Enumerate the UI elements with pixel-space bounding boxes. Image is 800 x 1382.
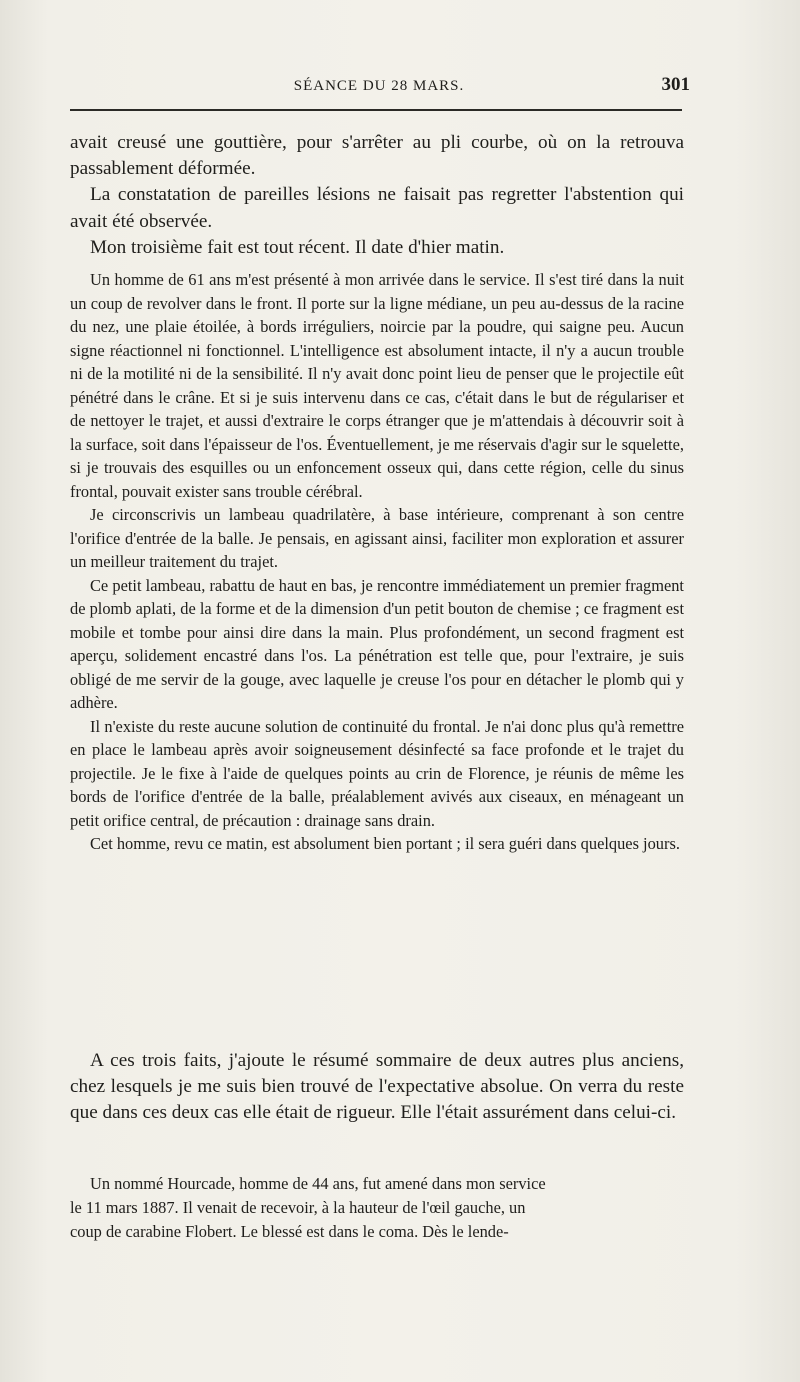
paragraph: Je circonscrivis un lambeau quadrilatère, à base intérieure, comprenant à son centre l'orifice d'entrée de la balle. Je pensais, en agissant ainsi, faciliter mon exploration et assurer un meilleur traitement du trajet. bbox=[70, 505, 684, 571]
paragraph: Cet homme, revu ce matin, est absolument bien portant ; il sera guéri dans quelques jours. bbox=[90, 834, 680, 853]
running-title: SÉANCE DU 28 MARS. bbox=[293, 78, 465, 94]
text-block-large-2 bbox=[70, 1048, 684, 1127]
running-head bbox=[68, 74, 690, 102]
paragraph: avait creusé une gouttière, pour s'arrêter au pli courbe, où on la retrouva passablement déformée. bbox=[70, 132, 684, 180]
paragraph: Ce petit lambeau, rabattu de haut en bas, je rencontre immédiatement un premier fragment de plomb aplati, de la forme et de la dimension d'un petit bouton de chemise ; ce fragment est mobile et tombe pour ainsi dire dans la main. Plus profondément, un second fragment est aperçu, solidement encastré dans l'os. La pénétration est telle que, pour l'extraire, je suis obligé de me servir de la gouge, avec laquelle je creuse l'os pour en détacher le plomb qui y adhère. bbox=[70, 575, 684, 712]
paragraph: La constatation de pareilles lésions ne faisait pas regretter l'abstention qui avait été observée. bbox=[70, 184, 684, 232]
paragraph: A ces trois faits, j'ajoute le résumé sommaire de deux autres plus anciens, chez lesquels je me suis bien trouvé de l'expectative absolue. On verra du reste que dans ces deux cas elle était de rigueur. Elle l'était assurément dans celui-ci. bbox=[70, 1050, 684, 1124]
paragraph-line: Un nommé Hourcade, homme de 44 ans, fut amené dans mon service bbox=[90, 1174, 546, 1193]
page-number: 301 bbox=[661, 74, 690, 95]
paragraph-line: coup de carabine Flobert. Le blessé est dans le coma. Dès le lende- bbox=[70, 1222, 509, 1241]
paragraph-line: le 11 mars 1887. Il venait de recevoir, à la hauteur de l'œil gauche, un bbox=[70, 1198, 526, 1217]
paragraph: Un homme de 61 ans m'est présenté à mon arrivée dans le service. Il s'est tiré dans la nuit un coup de revolver dans le front. Il porte sur la ligne médiane, un peu au-dessus de la racine du nez, une plaie étoilée, à bords irréguliers, noircie par la poudre, qui saigne peu. Aucun signe réactionnel ni fonctionnel. L'intelligence est absolument intacte, il n'y a aucun trouble ni de la motilité ni de la sensibilité. Il n'y avait donc point lieu de penser que le projectile eût pénétré dans le crâne. Et si je suis intervenu dans ce cas, c'était dans le but de régulariser et de nettoyer le trajet, et aussi d'extraire le corps étranger que je m'attendais à découvrir soit à la surface, soit dans l'épaisseur de l'os. Éventuellement, je me réservais d'agir sur le squelette, si je trouvais des esquilles ou un enfoncement osseux qui, dans cette région, celle du sinus frontal, pouvait exister sans trouble cérébral. bbox=[70, 270, 684, 501]
text-block-small-1 bbox=[70, 268, 684, 856]
text-block-large-1 bbox=[70, 130, 684, 261]
paragraph: Il n'existe du reste aucune solution de continuité du frontal. Je n'ai donc plus qu'à remettre en place le lambeau après avoir soigneusement désinfecté sa face profonde et le trajet du projectile. Je le fixe à l'aide de quelques points au crin de Florence, je réunis de même les bords de l'orifice d'entrée de la balle, préalablement avivés aux ciseaux, en ménageant un petit orifice central, de précaution : drainage sans drain. bbox=[70, 716, 684, 830]
header-rule bbox=[70, 109, 682, 111]
paragraph: Mon troisième fait est tout récent. Il date d'hier matin. bbox=[90, 236, 505, 258]
